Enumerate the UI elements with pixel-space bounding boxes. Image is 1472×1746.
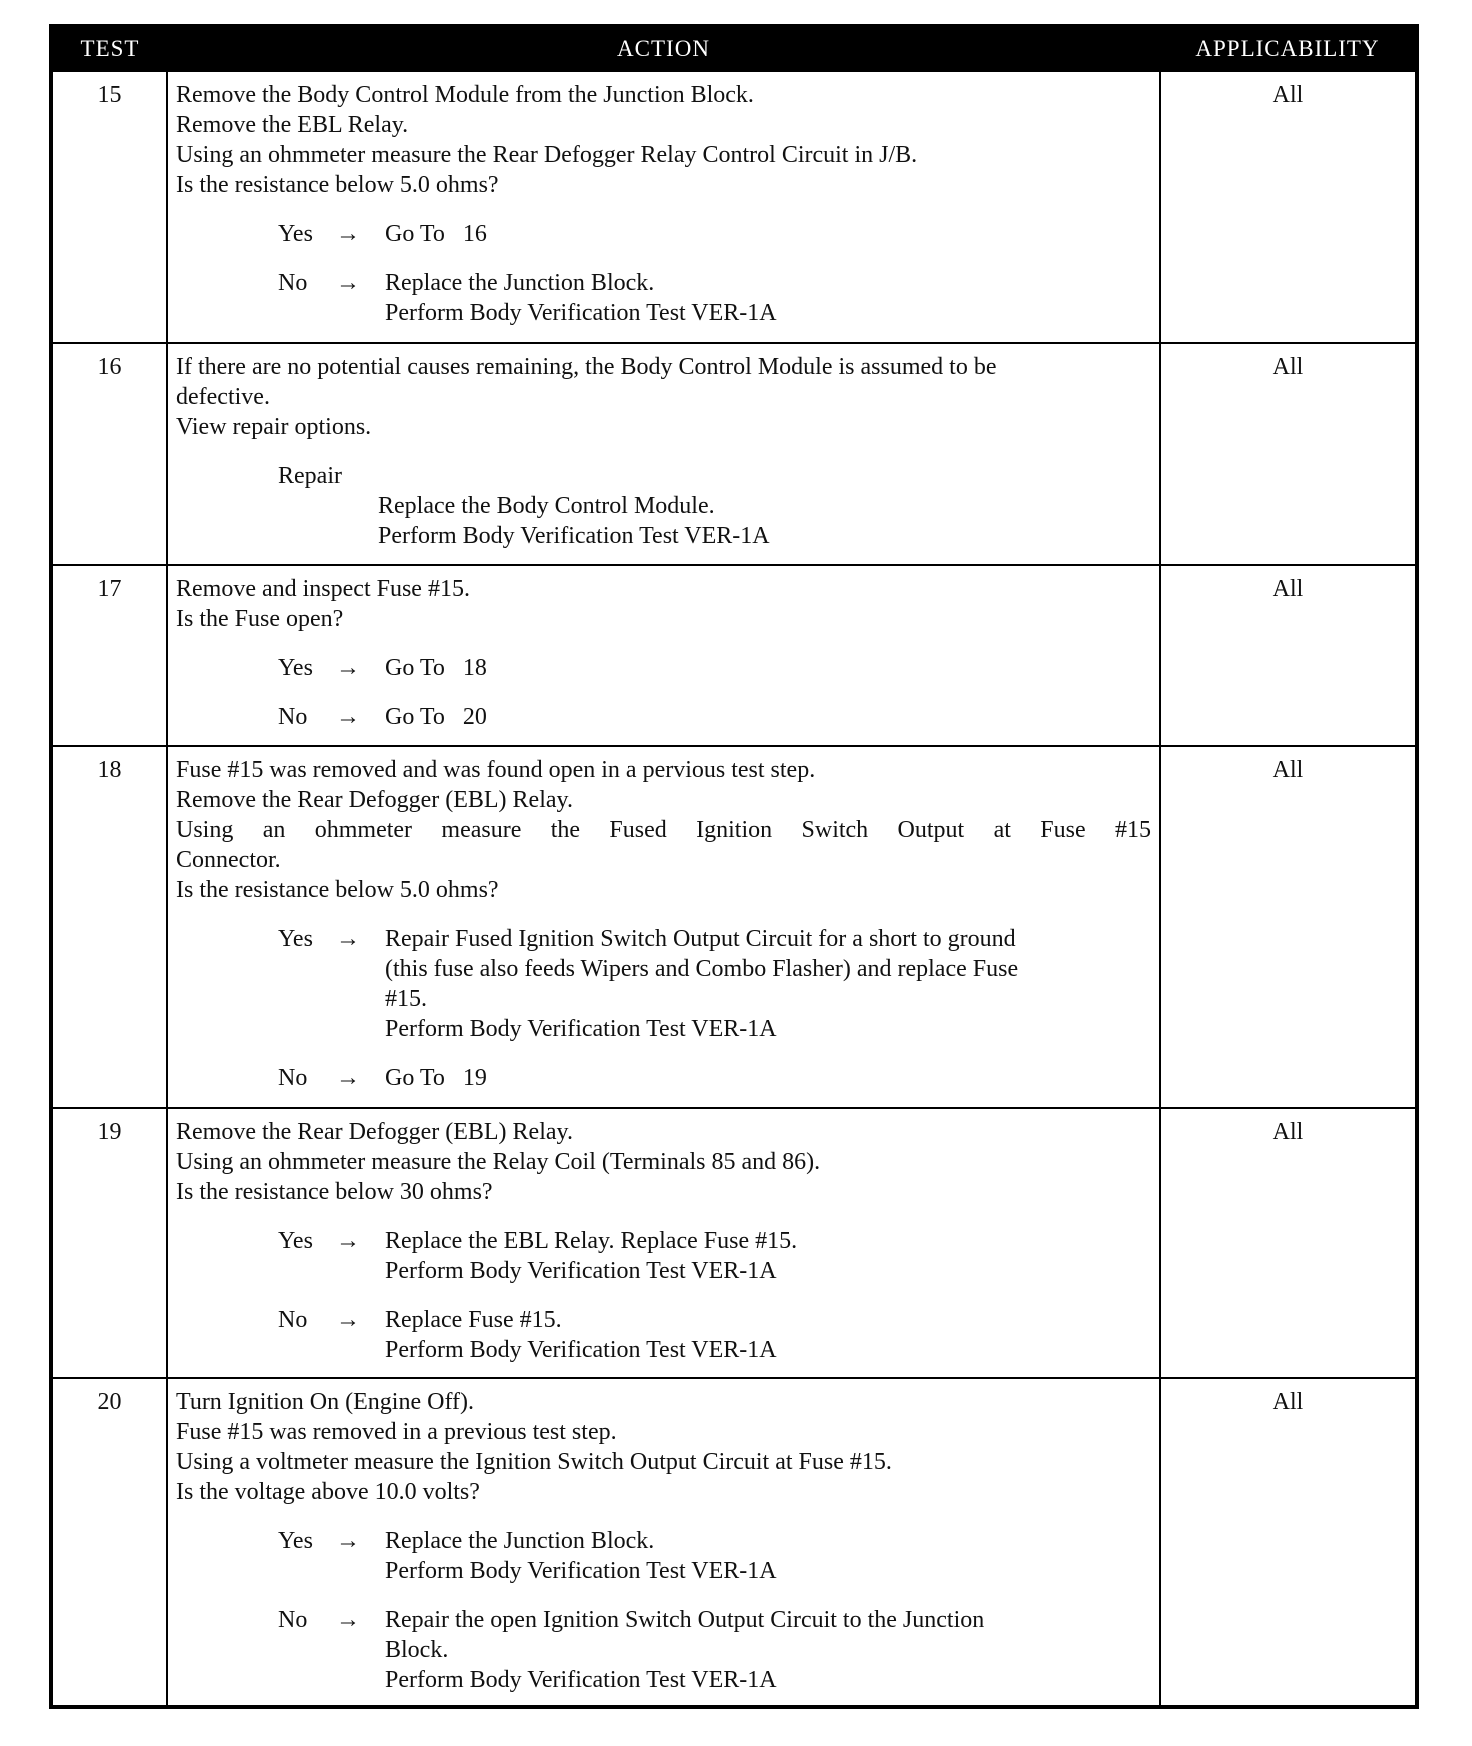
applicability-cell: All (1160, 746, 1417, 1108)
repair-label: Repair (278, 463, 342, 489)
header-test: TEST (51, 26, 167, 71)
branch-label: No (278, 704, 308, 730)
table-row (51, 343, 1417, 565)
table-row (51, 746, 1417, 1108)
branch-label: No (278, 1065, 308, 1091)
arrow-icon: → (336, 1607, 360, 1633)
action-line: defective. (176, 384, 270, 410)
branch-text (385, 219, 1151, 249)
branch-label: Yes (278, 1528, 313, 1554)
arrow-icon: → (336, 926, 360, 952)
branch-line: Replace Fuse #15. (385, 1307, 562, 1333)
no-branch (176, 268, 1151, 328)
table-header (51, 26, 1417, 71)
branch-line: Go To 16 (385, 221, 487, 247)
branch-line: Perform Body Verification Test VER-1A (385, 1558, 777, 1584)
branch-line: #15. (385, 986, 427, 1012)
arrow-icon: → (336, 1307, 360, 1333)
applicability-cell: All (1160, 1108, 1417, 1378)
no-branch (176, 1305, 1151, 1365)
action-cell (167, 746, 1160, 1108)
arrow-icon: → (336, 221, 360, 247)
applicability-cell: All (1160, 71, 1417, 343)
action-cell (167, 71, 1160, 343)
test-number: 16 (51, 343, 167, 565)
header-applicability: APPLICABILITY (1160, 26, 1417, 71)
branch-text (385, 1605, 1151, 1695)
test-number: 18 (51, 746, 167, 1108)
table-row (51, 71, 1417, 343)
branch-label: Yes (278, 926, 313, 952)
test-number: 20 (51, 1378, 167, 1707)
action-line: Remove the Rear Defogger (EBL) Relay. (176, 1119, 573, 1145)
action-line: Fuse #15 was removed in a previous test step. (176, 1419, 617, 1445)
action-line: Using an ohmmeter measure the Relay Coil (Terminals 85 and 86). (176, 1149, 821, 1175)
diagnostic-test-table (49, 24, 1419, 1709)
action-line: Using an ohmmeter measure the Rear Defogger Relay Control Circuit in J/B. (176, 142, 918, 168)
branch-line: Repair Fused Ignition Switch Output Circuit for a short to ground (385, 926, 1016, 952)
action-line: Fuse #15 was removed and was found open in a pervious test step. (176, 757, 816, 783)
branch-line: Replace the Junction Block. (385, 270, 655, 296)
action-line: Remove and inspect Fuse #15. (176, 576, 470, 602)
applicability-cell: All (1160, 565, 1417, 746)
table-body (51, 71, 1417, 1707)
branch-line: Go To 19 (385, 1065, 487, 1091)
repair-block (176, 461, 1151, 551)
arrow-icon: → (336, 1228, 360, 1254)
branch-label: No (278, 1307, 308, 1333)
repair-line: Perform Body Verification Test VER-1A (378, 523, 770, 549)
branch-line: (this fuse also feeds Wipers and Combo Flasher) and replace Fuse (385, 956, 1019, 982)
table-row (51, 565, 1417, 746)
action-line: Is the Fuse open? (176, 606, 344, 632)
no-branch (176, 1605, 1151, 1695)
arrow-icon: → (336, 704, 360, 730)
branch-line: Perform Body Verification Test VER-1A (385, 300, 777, 326)
applicability-cell: All (1160, 1378, 1417, 1707)
branch-line: Go To 20 (385, 704, 487, 730)
applicability-cell: All (1160, 343, 1417, 565)
action-line: Remove the EBL Relay. (176, 112, 409, 138)
branch-line: Perform Body Verification Test VER-1A (385, 1258, 777, 1284)
branch-line: Perform Body Verification Test VER-1A (385, 1667, 777, 1693)
action-line: If there are no potential causes remaining, the Body Control Module is assumed to be (176, 354, 997, 380)
no-branch (176, 702, 1151, 732)
branch-line: Replace the Junction Block. (385, 1528, 655, 1554)
action-line: Is the resistance below 30 ohms? (176, 1179, 493, 1205)
action-line: Remove the Rear Defogger (EBL) Relay. (176, 787, 573, 813)
header-action: ACTION (167, 26, 1160, 71)
branch-label: No (278, 270, 308, 296)
action-cell (167, 343, 1160, 565)
branch-label: Yes (278, 655, 313, 681)
arrow-icon: → (336, 655, 360, 681)
action-line: Is the resistance below 5.0 ohms? (176, 877, 499, 903)
action-line: Using a voltmeter measure the Ignition Switch Output Circuit at Fuse #15. (176, 1449, 892, 1475)
repair-text (278, 491, 1151, 551)
action-line: Turn Ignition On (Engine Off). (176, 1389, 474, 1415)
yes-branch (176, 1226, 1151, 1286)
branch-text (385, 1063, 1151, 1093)
yes-branch (176, 219, 1151, 249)
test-number: 15 (51, 71, 167, 343)
yes-branch (176, 653, 1151, 683)
arrow-icon: → (336, 1528, 360, 1554)
action-line: Using an ohmmeter measure the Fused Ignition Switch Output at Fuse #15 (176, 817, 1151, 843)
branch-label: No (278, 1607, 308, 1633)
no-branch (176, 1063, 1151, 1093)
branch-text (385, 1305, 1151, 1365)
branch-text (385, 702, 1151, 732)
branch-line: Repair the open Ignition Switch Output Circuit to the Junction (385, 1607, 985, 1633)
branch-text (385, 653, 1151, 683)
branch-label: Yes (278, 221, 313, 247)
arrow-icon: → (336, 1065, 360, 1091)
table-row (51, 1378, 1417, 1707)
branch-line: Perform Body Verification Test VER-1A (385, 1016, 777, 1042)
action-cell (167, 1378, 1160, 1707)
action-line: Connector. (176, 847, 281, 873)
yes-branch (176, 1526, 1151, 1586)
action-line: Remove the Body Control Module from the Junction Block. (176, 82, 754, 108)
action-line: Is the voltage above 10.0 volts? (176, 1479, 480, 1505)
branch-line: Perform Body Verification Test VER-1A (385, 1337, 777, 1363)
yes-branch (176, 924, 1151, 1044)
branch-text (385, 1526, 1151, 1586)
branch-line: Replace the EBL Relay. Replace Fuse #15. (385, 1228, 798, 1254)
repair-line: Replace the Body Control Module. (378, 493, 715, 519)
action-line: View repair options. (176, 414, 372, 440)
action-cell (167, 1108, 1160, 1378)
branch-line: Block. (385, 1637, 449, 1663)
action-cell (167, 565, 1160, 746)
branch-line: Go To 18 (385, 655, 487, 681)
table-row (51, 1108, 1417, 1378)
arrow-icon: → (336, 270, 360, 296)
test-number: 17 (51, 565, 167, 746)
branch-text (385, 924, 1151, 1044)
test-number: 19 (51, 1108, 167, 1378)
branch-text (385, 268, 1151, 328)
branch-text (385, 1226, 1151, 1286)
branch-label: Yes (278, 1228, 313, 1254)
action-line: Is the resistance below 5.0 ohms? (176, 172, 499, 198)
